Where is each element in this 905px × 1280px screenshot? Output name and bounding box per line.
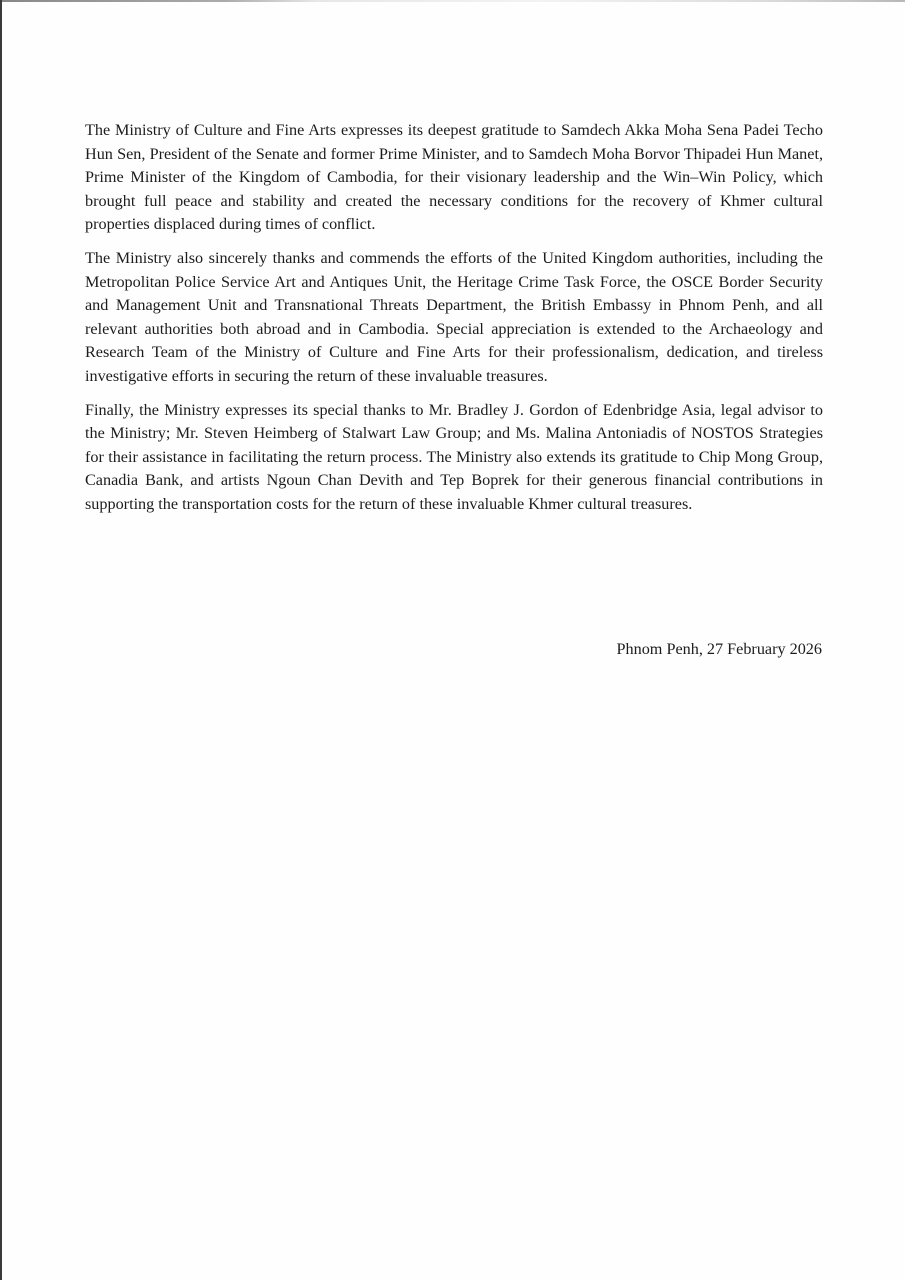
document-body: [85, 119, 823, 527]
paragraph-thanks-uk-authorities: The Ministry also sincerely thanks and commends the efforts of the United Kingdom authorities, including the Metropolitan Police Service Art and Antiques Unit, the Heritage Crime Task Force, the OSCE Border Security and Management Unit and Transnational Threats Department, the British Embassy in Phnom Penh, and all relevant authorities both abroad and in Cambodia. Special appreciation is extended to the Archaeology and Research Team of the Ministry of Culture and Fine Arts for their professionalism, dedication, and tireless investigative efforts in securing the return of these invaluable treasures.: [85, 248, 823, 385]
paragraph-special-thanks: Finally, the Ministry expresses its special thanks to Mr. Bradley J. Gordon of Edenbridge Asia, legal advisor to the Ministry; Mr. Steven Heimberg of Stalwart Law Group; and Ms. Malina Antoniadis of NOSTOS Strategies for their assistance in facilitating the return process. The Ministry also extends its gratitude to Chip Mong Group, Canadia Bank, and artists Ngoun Chan Devith and Tep Boprek for their generous financial contributions in supporting the transportation costs for the return of these invaluable Khmer cultural treasures.: [85, 400, 823, 513]
scan-edge-left: [0, 0, 2, 1280]
paragraph-gratitude-leadership: The Ministry of Culture and Fine Arts expresses its deepest gratitude to Samdech Akka Moha Sena Padei Techo Hun Sen, President of the Senate and former Prime Minister, and to Samdech Moha Borvor Thipadei Hun Manet, Prime Minister of the Kingdom of Cambodia, for their visionary leadership and the Win–Win Policy, which brought full peace and stability and created the necessary conditions for the recovery of Khmer cultural properties displaced during times of conflict.: [85, 121, 823, 234]
place-and-date: Phnom Penh, 27 February 2026: [616, 640, 822, 658]
scan-edge-top: [0, 0, 905, 2]
